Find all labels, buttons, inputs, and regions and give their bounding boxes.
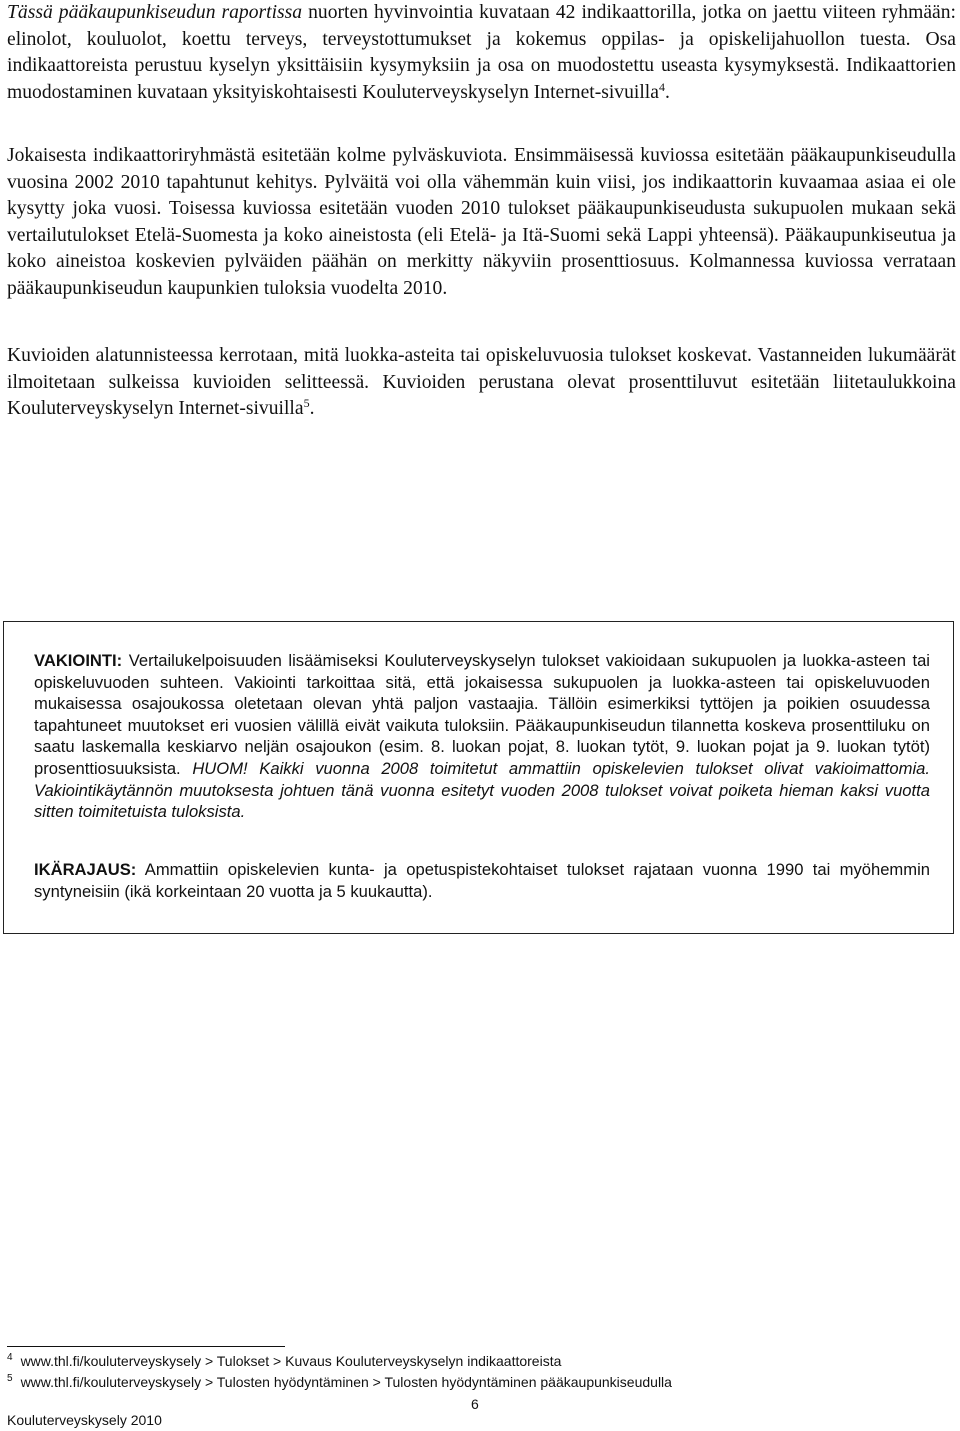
footnote-ref-4[interactable]: 4 [658, 79, 665, 94]
ikarajaus-label: IKÄRAJAUS: [34, 860, 137, 879]
standardization-info-box [3, 621, 954, 934]
legend-text: Kuvioiden alatunnisteessa kerrotaan, mitä luokka-asteita tai opiskeluvuosia tulokset koskevat. Vastanneiden lukumäärät ilmoitetaan sulkeissa kuvioiden selitteessä. Kuvioiden perustana olevat prosenttiluvut esitetään liitetaulukkoina Kouluterveyskyselyn Internet-sivuilla [7, 345, 956, 419]
footnote-4-link[interactable]: www.thl.fi/kouluterveyskysely > Tulokset > Kuvaus Kouluterveyskyselyn indikaattoreista [20, 1353, 562, 1369]
vakiointi-block [34, 650, 930, 823]
intro-paragraph [7, 0, 956, 106]
huom-text: Kaikki vuonna 2008 toimitetut ammattiin opiskelevien tulokset olivat vakioimattomia. Vakiointikäytännön muutoksesta johtuen tänä vuonna esitetyt vuoden 2008 tulokset voivat poiketa hieman kaksi vuotta sitten toimitetuista tuloksista. [34, 758, 930, 822]
intro-text: nuorten hyvinvointia kuvataan 42 indikaattorilla, jotka on jaettu viiteen ryhmään: elinolot, kouluolot, koettu terveys, terveystottumukset ja kokemus oppilas- ja opiskelijahuollon tuesta. Osa indikaattoreista perustuu kyselyn yksittäisiin kysymyksiin ja osa on muodostettu useasta kysymyksestä. Indikaattorien muodostaminen kuvataan yksityiskohtaisesti Kouluterveyskyselyn Internet-sivuilla [7, 2, 956, 103]
huom-label: HUOM! [192, 758, 248, 778]
charts-paragraph: Jokaisesta indikaattoriryhmästä esitetään kolme pylväskuviota. Ensimmäisessä kuviossa esitetään pääkaupunkiseudulla vuosina 2002 2010 tapahtunut kehitys. Pylväitä voi olla vähemmän kuin viisi, jos indikaattorin kuvaamaa asiaa ei ole kysytty joka vuosi. Toisessa kuviossa esitetään vuoden 2010 tulokset pääkaupunkiseudusta sukupuolen mukaan sekä vertailutulokset Etelä-Suomesta ja koko aineistosta (eli Etelä- ja Itä-Suomi sekä Lappi yhteensä). Pääkaupunkiseutua ja koko aineistoa koskevien pylväiden päähän on merkitty näkyviin prosenttiosuus. Kolmannessa kuviossa verrataan pääkaupunkiseudun kaupunkien tuloksia vuodelta 2010. [7, 145, 956, 299]
footnote-5-number: 5 [7, 1373, 13, 1384]
intro-text-end: . [664, 81, 670, 103]
footnote-separator [7, 1346, 285, 1347]
vakiointi-text: Vertailukelpoisuuden lisäämiseksi Kouluterveyskyselyn tulokset vakioidaan sukupuolen ja luokka-asteen tai opiskeluvuoden suhteen. Vakiointi tarkoittaa sitä, että jokaisessa sukupuolen ja luokka-asteen tai opiskeluvuoden mukaisessa osajoukossa oletetaan olevan yhtä paljon vastaajia. Tällöin esimerkiksi tyttöjen ja poikien osuudessa tapahtuneet muutokset eri vuosien välillä eivät vaikuta tuloksiin. Pääkaupunkiseudun tilannetta koskeva prosenttiluku on saatu laskemalla keskiarvo neljän osajoukon (esim. 8. luokan pojat, 8. luokan tytöt, 9. luokan pojat ja 9. luokan tytöt) prosenttiosuuksista. [34, 651, 930, 778]
footnote-ref-5[interactable]: 5 [303, 396, 310, 410]
legend-text-end: . [309, 398, 315, 419]
ikarajaus-text: Ammattiin opiskelevien kunta- ja opetuspistekohtaiset tulokset rajataan vuonna 1990 tai myöhemmin syntyneisiin (ikä korkeintaan 20 vuotta ja 5 kuukautta). [34, 860, 930, 901]
running-footer: Kouluterveyskysely 2010 [7, 1412, 162, 1428]
footnote-4 [7, 1353, 561, 1369]
footnote-4-number: 4 [7, 1352, 13, 1363]
report-title-italic: Tässä pääkaupunkiseudun raportissa [7, 2, 303, 23]
footnote-5-link[interactable]: www.thl.fi/kouluterveyskysely > Tulosten hyödyntäminen > Tulosten hyödyntäminen pääkaupunkiseudulla [20, 1374, 672, 1390]
footnote-5 [7, 1374, 672, 1390]
legend-paragraph [7, 343, 956, 423]
page-number: 6 [471, 1396, 479, 1412]
vakiointi-label: VAKIOINTI: [34, 651, 123, 670]
ikarajaus-block [34, 859, 930, 902]
